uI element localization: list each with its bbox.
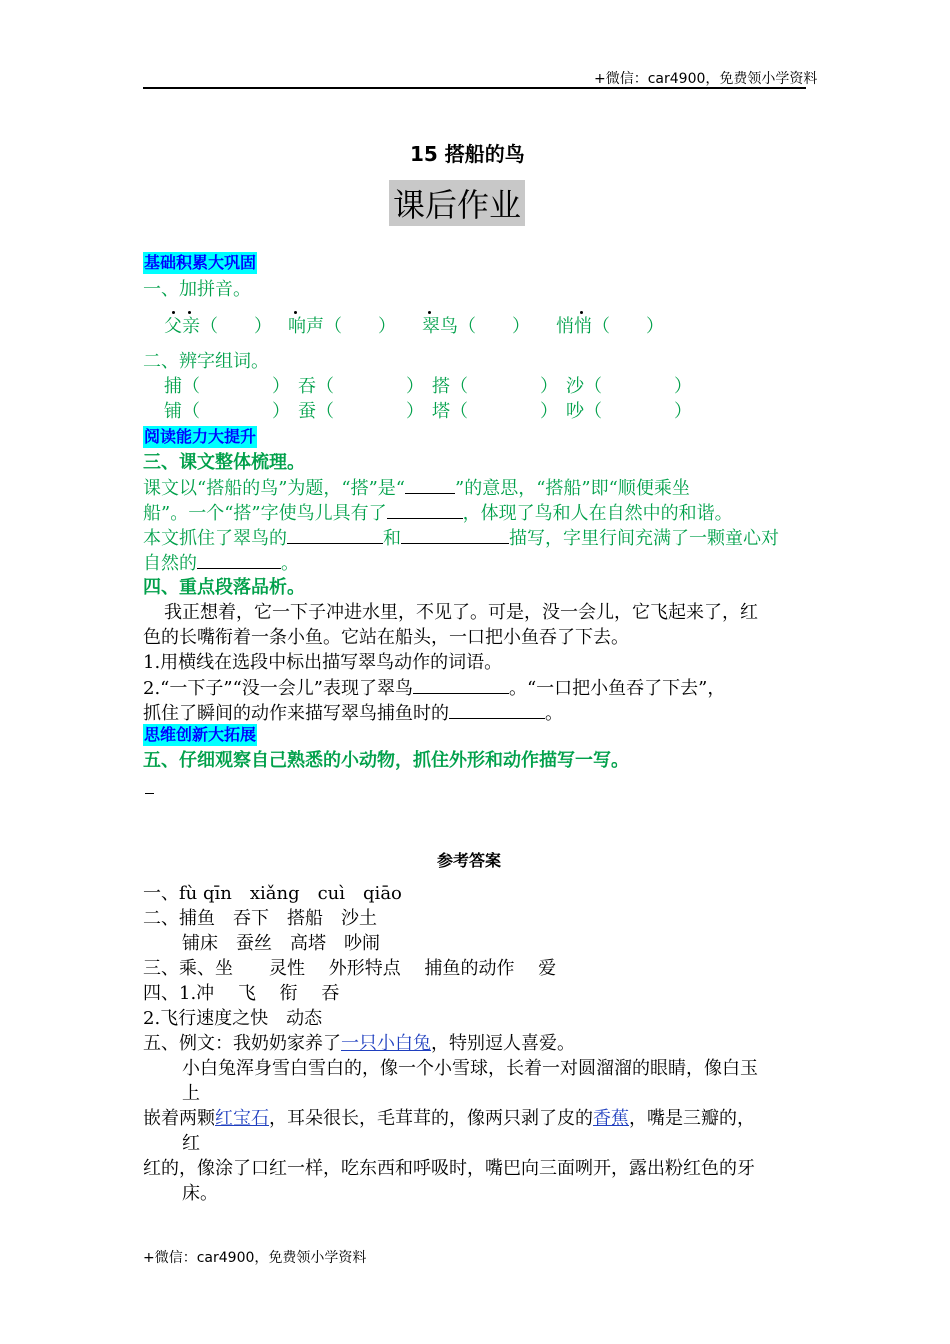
answers-title: 参考答案 <box>437 851 502 870</box>
q3-line-2 <box>143 500 733 526</box>
q3-text: 课文以“搭船的鸟”为题，“搭”是“ <box>143 478 406 499</box>
q4-sub-1: 1.用横线在选段中标出描写翠鸟动作的词语。 <box>143 652 503 673</box>
q2-label: 二、辨字组词。 <box>143 351 269 372</box>
q4-label: 四、重点段落品析。 <box>143 577 305 598</box>
section-thinking: 思维创新大拓展 <box>144 725 257 744</box>
q5-label: 五、仔细观察自己熟悉的小动物，抓住外形和动作描写一写。 <box>143 750 629 771</box>
q3-label: 三、课文整体梳理。 <box>143 452 305 473</box>
q2-row2-4: 吵（ ） <box>566 401 692 422</box>
answer-5-line-3b: 红 <box>182 1133 200 1154</box>
q3-text: 描写，字里行间充满了一颗童心对 <box>509 528 779 549</box>
header-watermark: +微信：car4900，免费领小学资料 <box>594 71 818 87</box>
answer-blank <box>287 525 383 544</box>
answer-blank <box>405 475 455 494</box>
link-ruby[interactable]: 红宝石 <box>215 1108 269 1129</box>
q2-row1-4: 沙（ ） <box>566 376 692 397</box>
q4-passage-1: 我正想着，它一下子冲进水里，不见了。可是，没一会儿，它飞起来了，红 <box>164 602 758 623</box>
answer-4a: 四、1.冲 飞 衔 吞 <box>143 983 340 1004</box>
answer-blank <box>197 550 281 569</box>
answer-blank <box>449 700 545 719</box>
q1-label: 一、加拼音。 <box>143 279 251 300</box>
answer-blank <box>413 675 509 694</box>
q3-text: 本文抓住了翠鸟的 <box>143 528 287 549</box>
q3-text: 。 <box>281 553 299 574</box>
section-reading: 阅读能力大提升 <box>144 427 257 446</box>
q4-passage-2: 色的长嘴衔着一条小鱼。它站在船头，一口把小鱼吞了下去。 <box>143 627 629 648</box>
answer-4b: 2.飞行速度之快 动态 <box>143 1008 323 1029</box>
answer-blank <box>387 500 463 519</box>
answer-text: ，嘴是三瓣的， <box>629 1108 755 1129</box>
q2-row2-3: 塔（ ） <box>432 401 558 422</box>
q2-row1-2: 吞（ ） <box>298 376 424 397</box>
q3-text: ”的意思，“搭船”即“顺便乘坐 <box>455 478 690 499</box>
answer-2a: 二、捕鱼 吞下 搭船 沙土 <box>143 908 377 929</box>
answer-2b: 铺床 蚕丝 高塔 吵闹 <box>182 933 380 954</box>
q4-text: 。 <box>545 703 563 724</box>
q3-text: ，体现了鸟和人在自然中的和谐。 <box>462 503 733 524</box>
footer-watermark: +微信：car4900，免费领小学资料 <box>143 1250 367 1266</box>
q4-text: 。“一口把小鱼吞了下去”， <box>508 678 726 699</box>
answer-text: 嵌着两颗 <box>143 1108 215 1129</box>
q4-text: 2.“一下子”“没一会儿”表现了翠鸟 <box>143 678 413 699</box>
page-title: 15 搭船的鸟 <box>410 142 525 166</box>
q2-row2-1: 铺（ ） <box>164 401 290 422</box>
answer-blank <box>145 793 154 794</box>
header-rule <box>143 87 806 89</box>
answer-5-line-2: 小白兔浑身雪白雪白的，像一个小雪球，长着一对圆溜溜的眼睛，像白玉 <box>182 1058 758 1079</box>
q2-row1-1: 捕（ ） <box>164 376 290 397</box>
q4-sub-2 <box>143 675 725 701</box>
answer-5-line-2b: 上 <box>182 1083 200 1104</box>
section-basic: 基础积累大巩固 <box>144 253 257 272</box>
link-banana[interactable]: 香蕉 <box>593 1108 629 1129</box>
q1-item-4: 悄悄（ ） <box>556 316 664 337</box>
q4-text: 抓住了瞬间的动作来描写翠鸟捕鱼时的 <box>143 703 449 724</box>
answer-5-line-4b: 床。 <box>182 1183 218 1204</box>
q3-line-3 <box>143 525 779 551</box>
q3-text: 船”。一个“搭”字使鸟儿具有了 <box>143 503 387 524</box>
q3-text: 自然的 <box>143 553 197 574</box>
answer-5-line-1 <box>143 1031 575 1056</box>
q3-line-4 <box>143 550 299 576</box>
answer-text: ，耳朵很长，毛茸茸的，像两只剥了皮的 <box>269 1108 593 1129</box>
answer-5-line-3 <box>143 1106 755 1131</box>
q3-text: 和 <box>383 528 401 549</box>
answer-3: 三、乘、坐 灵性 外形特点 捕鱼的动作 爱 <box>143 958 557 979</box>
q3-line-1 <box>143 475 690 501</box>
q2-row2-2: 蚕（ ） <box>298 401 424 422</box>
page-subtitle: 课后作业 <box>389 180 525 226</box>
link-rabbit[interactable]: 一只小白兔 <box>341 1033 431 1054</box>
q2-row1-3: 搭（ ） <box>432 376 558 397</box>
q1-item-1: 父亲（ ） <box>164 316 272 337</box>
answer-text: 五、例文：我奶奶家养了 <box>143 1033 341 1054</box>
answer-1: 一、fù qīn xiǎng cuì qiāo <box>143 883 402 904</box>
q1-item-3: 翠鸟（ ） <box>422 316 530 337</box>
answer-text: ，特别逗人喜爱。 <box>431 1033 575 1054</box>
answer-blank <box>401 525 509 544</box>
q1-item-2: 响声（ ） <box>288 316 396 337</box>
answer-5-line-4: 红的，像涂了口红一样，吃东西和呼吸时，嘴巴向三面咧开，露出粉红色的牙 <box>143 1158 755 1179</box>
q4-sub-2-cont <box>143 700 563 726</box>
